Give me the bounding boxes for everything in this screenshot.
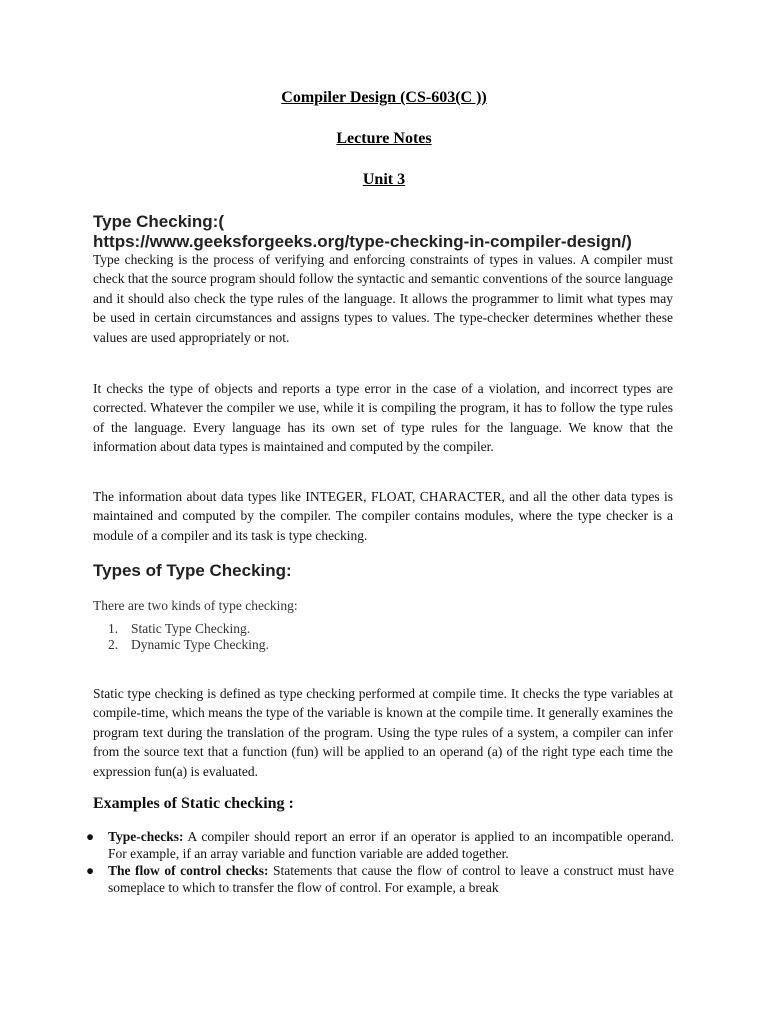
- unit-title: Unit 3: [362, 171, 406, 188]
- static-checking-paragraph: Static type checking is defined as type checking performed at compile time. It checks the type variables at compile-time, which means the type of the variable is known at the compile time. It generally examines the program text during the translation of the program. Using the type rules of a system, a compiler can infer from the source text that a function (fun) will be applied to an operand (a) of the right type each time the expression fun(a) is evaluated.: [93, 686, 673, 779]
- bullet-label: The flow of control checks:: [108, 863, 269, 878]
- type-checking-paragraph-1: Type checking is the process of verifying and enforcing constraints of types in values. A compiler must check that the source program should follow the syntactic and semantic conventions of the source language and it should also check the type rules of the language. It allows the programmer to limit what types may be used in certain circumstances and assigns types to values. The type-checker determines whether these values are used appropriately or not.: [93, 252, 673, 345]
- bullet-label: Type-checks:: [108, 829, 184, 844]
- list-item: [86, 863, 674, 896]
- types-of-type-checking-heading: Types of Type Checking:: [93, 561, 292, 580]
- bullet-icon: ●: [86, 829, 95, 844]
- bullet-text: Statements that cause the flow of control to leave a construct must have someplace to which to transfer the flow of control. For example, a break: [108, 863, 674, 895]
- static-examples-heading: Examples of Static checking :: [93, 795, 294, 812]
- list-item: [108, 637, 269, 653]
- static-examples-list: [86, 829, 674, 897]
- list-item: [108, 621, 269, 637]
- kinds-lead-text: There are two kinds of type checking:: [93, 598, 298, 613]
- list-item-number: 1.: [108, 621, 119, 636]
- lecture-notes-title: Lecture Notes: [336, 130, 432, 147]
- type-checking-paragraph-2: It checks the type of objects and reports a type error in the case of a violation, and incorrect types are corrected. Whatever the compiler we use, while it is compiling the program, it has to follow the type rules of the language. Every language has its own set of type rules for the language. We know that the information about data types is maintained and computed by the compiler.: [93, 381, 673, 455]
- list-item-text: Static Type Checking.: [131, 621, 251, 636]
- kinds-list: [108, 621, 269, 653]
- list-item: [86, 829, 674, 862]
- type-checking-heading: [93, 212, 632, 252]
- bullet-text: A compiler should report an error if an operator is applied to an incompatible operand. For example, if an array variable and function variable are added together.: [108, 829, 674, 861]
- list-item-number: 2.: [108, 637, 119, 652]
- type-checking-heading-line1: Type Checking:(: [93, 212, 224, 231]
- type-checking-heading-link[interactable]: https://www.geeksforgeeks.org/type-checking-in-compiler-design/): [93, 232, 632, 251]
- type-checking-paragraph-3: The information about data types like INTEGER, FLOAT, CHARACTER, and all the other data types is maintained and computed by the compiler. The compiler contains modules, where the type checker is a module of a compiler and its task is type checking.: [93, 489, 673, 543]
- course-title: Compiler Design (CS-603(C )): [281, 89, 487, 106]
- bullet-icon: ●: [86, 863, 95, 878]
- list-item-text: Dynamic Type Checking.: [131, 637, 269, 652]
